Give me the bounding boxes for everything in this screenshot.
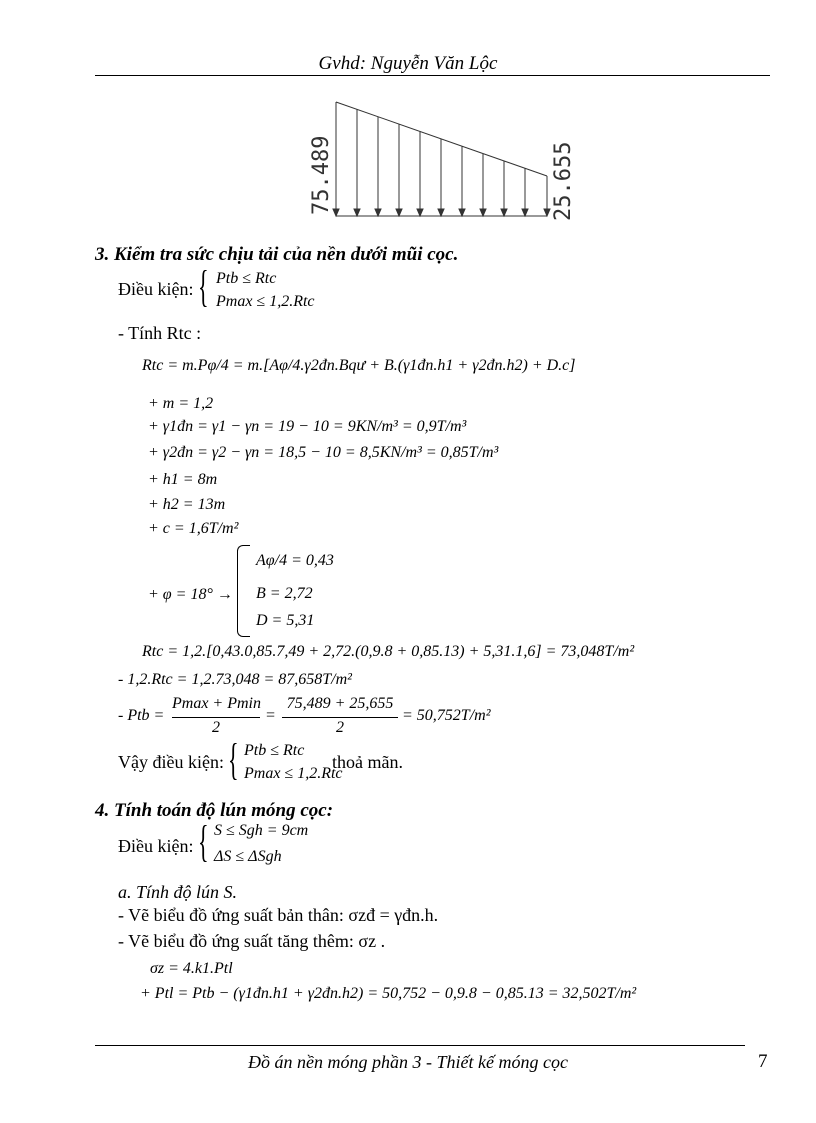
calc-rtc-label: - Tính Rtc :: [118, 323, 202, 343]
load-diagram: [300, 95, 576, 230]
brace-icon: {: [198, 817, 209, 866]
condition-label-4: Điều kiện:: [118, 836, 194, 856]
ptb-equals: =: [265, 707, 276, 724]
param-A: Aφ/4 = 0,43: [256, 552, 334, 569]
ptb-denominator-2: 2: [336, 719, 344, 736]
ptb-numerator-1: Pmax + Pmin: [172, 695, 261, 712]
subsection-a: a. Tính độ lún S.: [118, 882, 238, 902]
conclusion-label: Vậy điều kiện:: [118, 752, 224, 772]
ptb-lhs: - Ptb =: [118, 707, 165, 724]
bullet-added-stress: - Vẽ biểu đồ ứng suất tăng thêm: σz .: [118, 931, 386, 951]
param-phi: + φ = 18° →: [148, 586, 233, 603]
ptb-numerator-2: 75,489 + 25,655: [286, 695, 394, 712]
param-c: + c = 1,6T/m²: [148, 520, 239, 537]
load-arrows: [333, 109, 550, 216]
page-header: Gvhd: Nguyễn Văn Lộc: [318, 53, 498, 74]
conclusion-cond-2: Pmax ≤ 1,2.Rtc: [244, 765, 343, 782]
brace-icon: {: [198, 262, 209, 311]
section-4-title: 4. Tính toán độ lún móng cọc:: [95, 800, 334, 821]
page-footer: Đồ án nền móng phần 3 - Thiết kế móng cọc: [248, 1052, 568, 1072]
param-h2: + h2 = 13m: [148, 496, 226, 513]
param-D: D = 5,31: [256, 612, 315, 629]
footer-rule: [95, 1045, 745, 1046]
bullet-own-stress: - Vẽ biểu đồ ứng suất bản thân: σzđ = γđn.h.: [118, 905, 439, 925]
conclusion-cond-1: Ptb ≤ Rtc: [244, 742, 305, 759]
section-3-title: 3. Kiểm tra sức chịu tải của nền dưới mũi cọc.: [95, 244, 459, 265]
page-number: 7: [758, 1051, 768, 1072]
param-gamma2: + γ2đn = γ2 − γn = 18,5 − 10 = 8,5KN/m³ = 0,85T/m³: [148, 444, 499, 461]
param-gamma1: + γ1đn = γ1 − γn = 19 − 10 = 9KN/m³ = 0,9T/m³: [148, 418, 467, 435]
condition-1: Ptb ≤ Rtc: [216, 270, 277, 287]
condition-4-2: ΔS ≤ ΔSgh: [214, 848, 282, 865]
right-load-value: 25.655: [551, 141, 576, 221]
sigma-z-formula: σz = 4.k1.Ptl: [150, 960, 233, 977]
rtc-times-1-2: - 1,2.Rtc = 1,2.73,048 = 87,658T/m²: [118, 671, 352, 688]
left-load-value: 75.489: [309, 135, 334, 215]
rtc-formula: Rtc = m.Pφ/4 = m.[Aφ/4.γ2đn.Bqư + B.(γ1đn.h1 + γ2đn.h2) + D.c]: [142, 357, 576, 374]
param-h1: + h1 = 8m: [148, 471, 218, 488]
brace-icon: {: [228, 735, 239, 784]
brace-icon: [237, 545, 250, 637]
param-m: + m = 1,2: [148, 395, 214, 412]
ptb-denominator-1: 2: [212, 719, 220, 736]
condition-label: Điều kiện:: [118, 279, 194, 299]
condition-4-1: S ≤ Sgh = 9cm: [214, 822, 309, 839]
param-B: B = 2,72: [256, 585, 313, 602]
ptl-formula: + Ptl = Ptb − (γ1đn.h1 + γ2đn.h2) = 50,752 − 0,9.8 − 0,85.13 = 32,502T/m²: [140, 985, 637, 1002]
header-rule: [95, 75, 770, 76]
ptb-result: = 50,752T/m²: [402, 707, 491, 724]
conclusion-tail: thoả mãn.: [332, 752, 403, 772]
condition-2: Pmax ≤ 1,2.Rtc: [216, 293, 315, 310]
rtc-result: Rtc = 1,2.[0,43.0,85.7,49 + 2,72.(0,9.8 + 0,85.13) + 5,31.1,6] = 73,048T/m²: [142, 643, 635, 660]
